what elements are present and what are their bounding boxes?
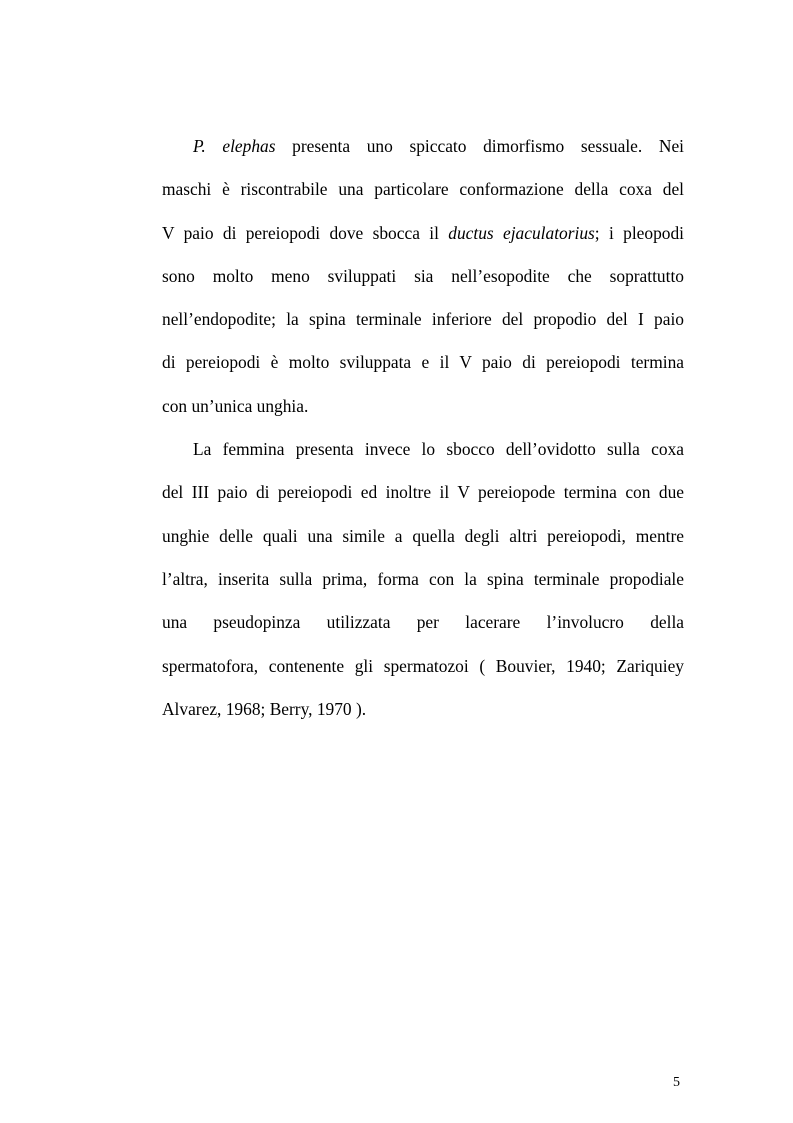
species-name: P. elephas	[193, 136, 276, 156]
text-run: sono molto meno sviluppati sia nell’esopodite che soprattutto	[162, 265, 684, 286]
paragraph-line	[162, 168, 684, 211]
paragraph-line	[162, 558, 684, 601]
paragraph-line	[162, 688, 684, 731]
text-run: Alvarez, 1968; Berry, 1970 ).	[162, 698, 367, 719]
paragraph-line	[162, 428, 684, 471]
text-run: di pereiopodi è molto sviluppata e il V paio di pereiopodi termina	[162, 352, 684, 373]
paragraph-line	[162, 125, 684, 168]
paragraph-line	[162, 212, 684, 255]
document-body	[162, 125, 684, 731]
latin-term: ductus ejaculatorius	[448, 222, 595, 243]
text-run: La femmina presenta invece lo sbocco dell’ovidotto sulla coxa	[193, 439, 684, 460]
text-run: con un’unica unghia.	[162, 395, 309, 416]
text-run: unghie delle quali una simile a quella degli altri pereiopodi, mentre	[162, 525, 684, 546]
paragraph-line	[162, 255, 684, 298]
paragraph-2	[162, 428, 684, 731]
text-run: nell’endopodite; la spina terminale inferiore del propodio del I paio	[162, 309, 684, 330]
paragraph-1	[162, 125, 684, 428]
paragraph-line	[162, 385, 684, 428]
text-run: maschi è riscontrabile una particolare conformazione della coxa del	[162, 179, 684, 200]
paragraph-line	[162, 471, 684, 514]
text-run: V paio di pereiopodi dove sbocca il	[162, 222, 449, 243]
page-number: 5	[673, 1075, 680, 1090]
text-run: ; i pleopodi	[594, 222, 685, 243]
paragraph-line	[162, 298, 684, 341]
text-run: l’altra, inserita sulla prima, forma con la spina terminale propodiale	[162, 568, 684, 589]
paragraph-line	[162, 645, 684, 688]
text-run: presenta uno spiccato dimorfismo sessuale. Nei	[275, 136, 684, 156]
paragraph-line	[162, 341, 684, 384]
paragraph-line	[162, 601, 684, 644]
text-run: del III paio di pereiopodi ed inoltre il V pereiopode termina con due	[162, 482, 684, 503]
paragraph-line	[162, 515, 684, 558]
text-run: spermatofora, contenente gli spermatozoi ( Bouvier, 1940; Zariquiey	[162, 655, 684, 676]
text-run: una pseudopinza utilizzata per lacerare l’involucro della	[162, 612, 684, 633]
